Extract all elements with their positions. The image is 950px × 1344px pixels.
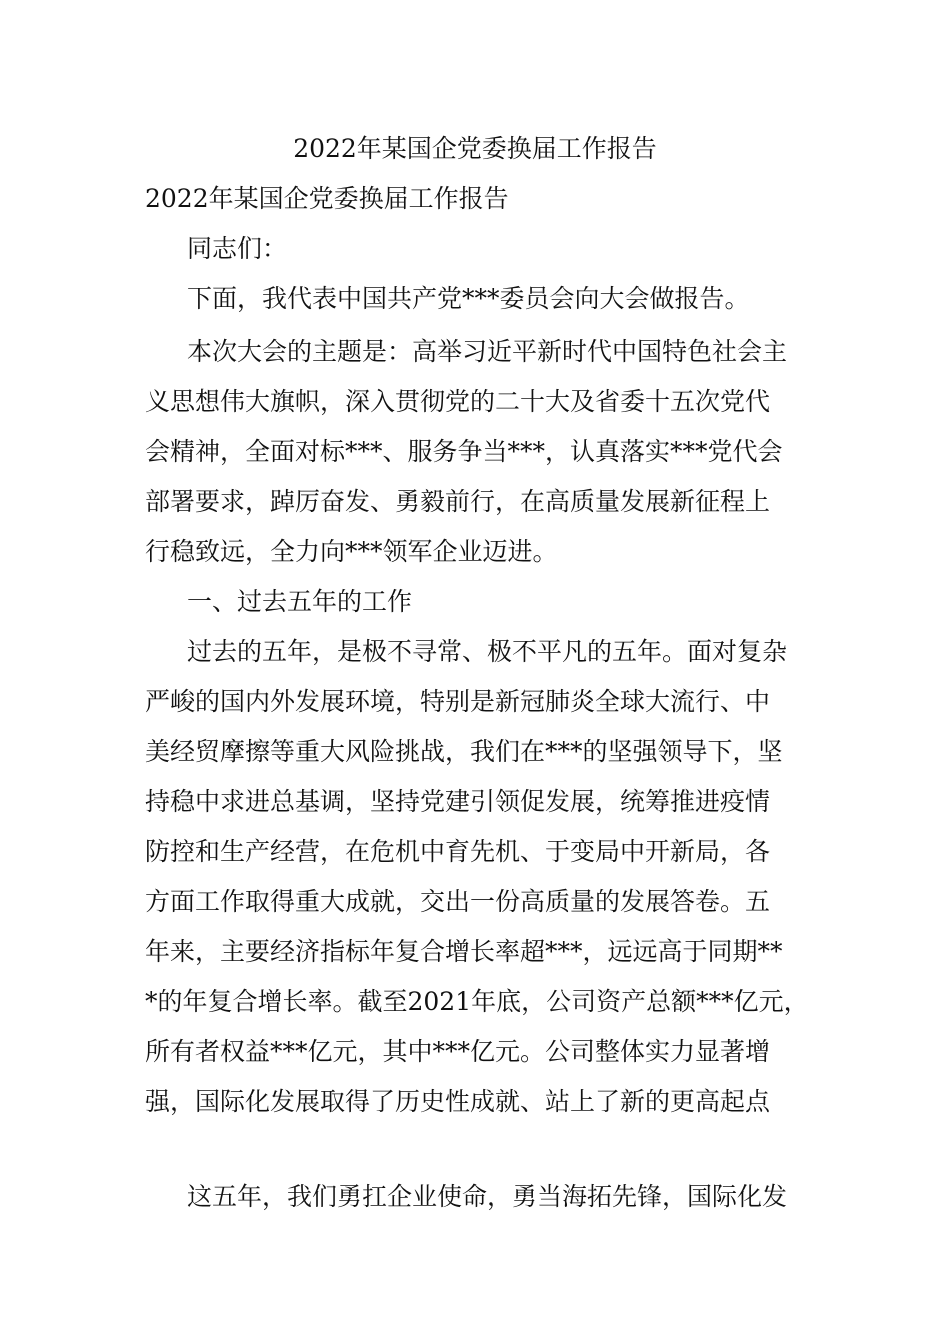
text-line: 会精神，全面对标***、服务争当***，认真落实***党代会	[145, 437, 783, 466]
text-line: 方面工作取得重大成就，交出一份高质量的发展答卷。五	[145, 887, 771, 916]
text-line: 防控和生产经营，在危机中育先机、于变局中开新局，各	[145, 837, 771, 866]
document-title: 2022年某国企党委换届工作报告	[293, 134, 657, 163]
text-line: 本次大会的主题是：高举习近平新时代中国特色社会主	[187, 337, 788, 366]
text-line: 严峻的国内外发展环境，特别是新冠肺炎全球大流行、中	[145, 687, 771, 716]
text-line: 美经贸摩擦等重大风险挑战，我们在***的坚强领导下，坚	[145, 737, 783, 766]
text-line: 强，国际化发展取得了历史性成就、站上了新的更高起点	[145, 1087, 771, 1116]
text-line: *的年复合增长率。截至2021年底，公司资产总额***亿元，	[145, 987, 809, 1016]
salutation: 同志们：	[187, 234, 288, 263]
text-line: 年来，主要经济指标年复合增长率超***，远远高于同期**	[145, 937, 783, 966]
text-line: 过去的五年，是极不寻常、极不平凡的五年。面对复杂	[187, 637, 788, 666]
text-line: 持稳中求进总基调，坚持党建引领促发展，统筹推进疫情	[145, 787, 771, 816]
document-subtitle: 2022年某国企党委换届工作报告	[145, 184, 509, 213]
text-line: 这五年，我们勇扛企业使命，勇当海拓先锋，国际化发	[187, 1182, 788, 1211]
text-line: 行稳致远，全力向***领军企业迈进。	[145, 537, 558, 566]
text-line: 义思想伟大旗帜，深入贯彻党的二十大及省委十五次党代	[145, 387, 771, 416]
text-line: 部署要求，踔厉奋发、勇毅前行，在高质量发展新征程上	[145, 487, 771, 516]
section-heading: 一、过去五年的工作	[187, 587, 413, 616]
text-line: 所有者权益***亿元，其中***亿元。公司整体实力显著增	[145, 1037, 771, 1066]
text-line: 下面，我代表中国共产党***委员会向大会做报告。	[187, 284, 750, 313]
